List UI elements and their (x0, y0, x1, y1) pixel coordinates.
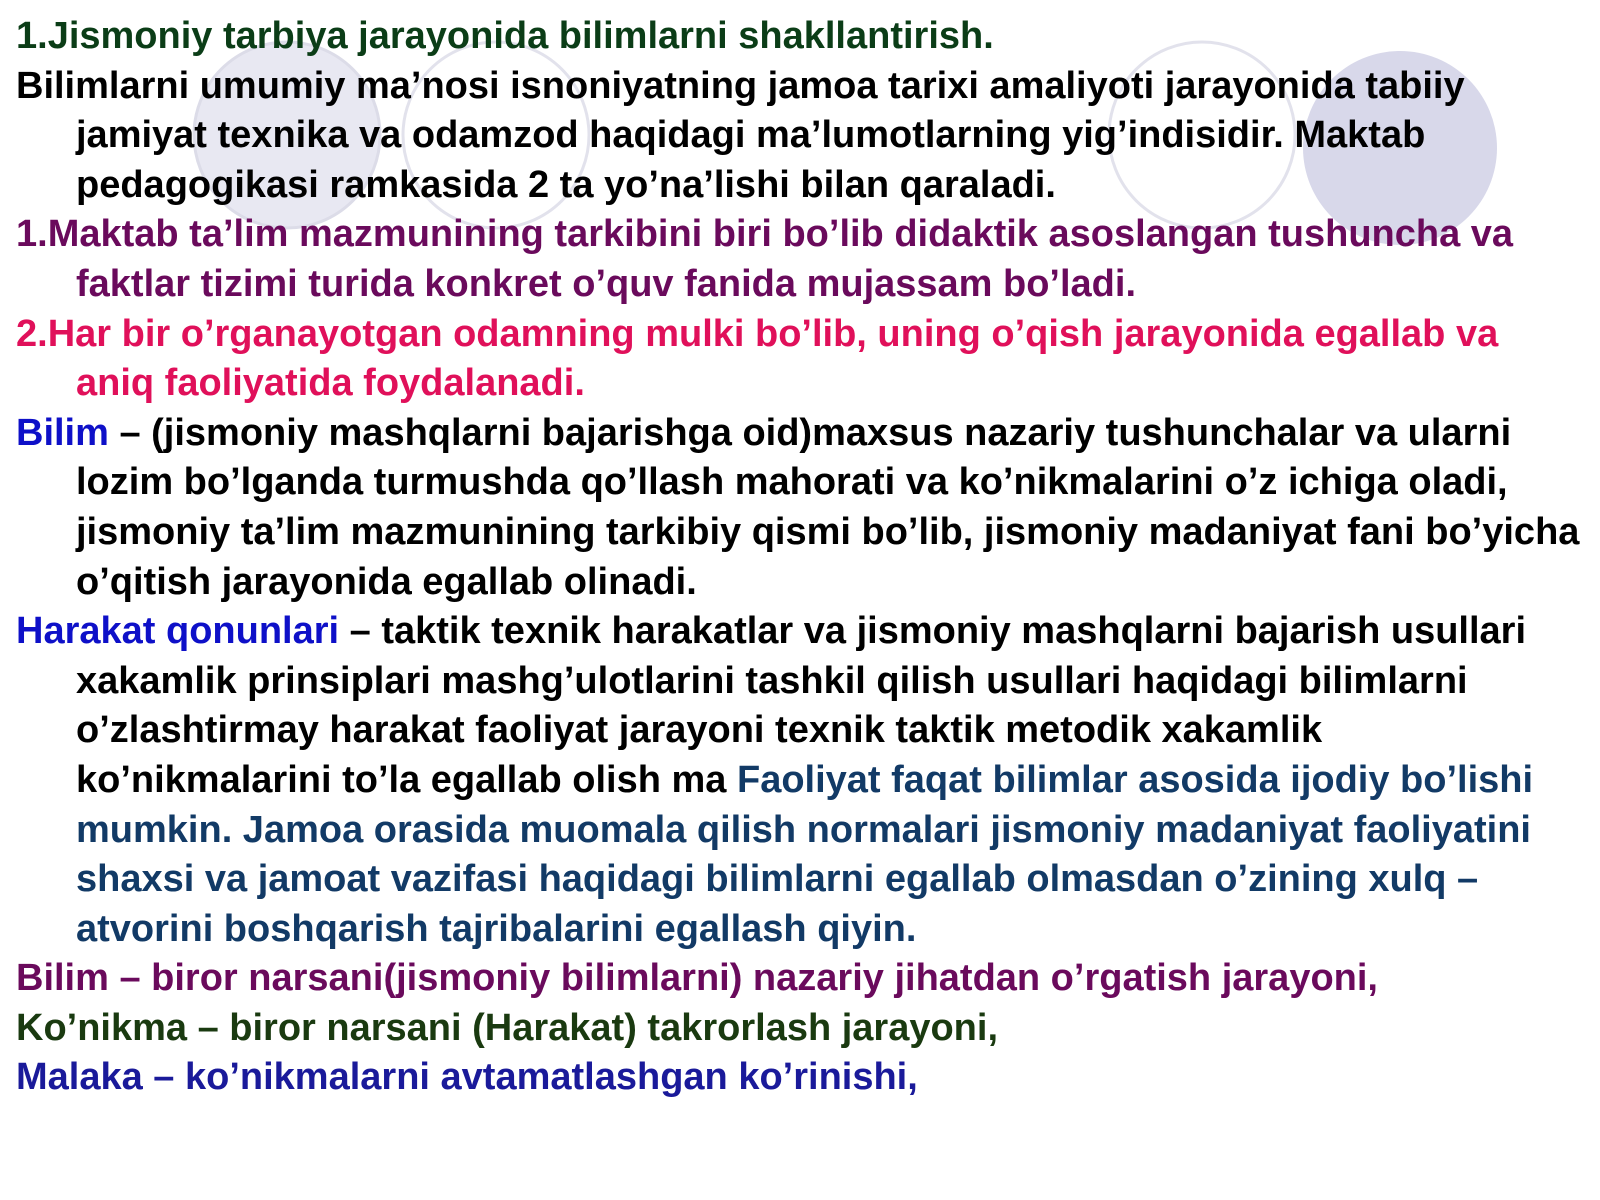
slide-content (16, 12, 1586, 1103)
list-item-2: 2.Har bir o’rganayotgan odamning mulki bo’lib, uning o’qish jarayonida egallab va aniq faoliyatida foydalanadi. (16, 312, 1499, 405)
definition-konikma: Ko’nikma – biror narsani (Harakat) takrorlash jarayoni, (16, 1006, 999, 1049)
harakat-paragraph (16, 607, 1586, 954)
bilim-paragraph (16, 409, 1586, 607)
harakat-tail: Faoliyat faqat bilimlar asosida ijodiy bo’lishi mumkin. Jamoa orasida muomala qilish normalari jismoniy madaniyat faoliyatini shaxsi va jamoat vazifasi haqidagi bilimlarni egallab olmasdan o’zining xulq – atvorini boshqarish tajribalarini egallash qiyin. (76, 758, 1534, 950)
intro-paragraph: Bilimlarni umumiy ma’nosi isnoniyatning jamoa tarixi amaliyoti jarayonida tabiiy jamiyat texnika va odamzod haqidagi ma’lumotlarning yig’indisidir. Maktab pedagogikasi ramkasida 2 ta yo’na’lishi bilan qaraladi. (16, 64, 1465, 206)
bilim-term: Bilim (16, 411, 109, 454)
slide-title: 1.Jismoniy tarbiya jarayonida bilimlarni shakllantirish. (16, 15, 994, 57)
list-item-1: 1.Maktab ta’lim mazmunining tarkibini biri bo’lib didaktik asoslangan tushuncha va faktlar tizimi turida konkret o’quv fanida mujassam bo’ladi. (16, 213, 1514, 305)
harakat-term: Harakat qonunlari (16, 610, 340, 653)
definition-bilim: Bilim – biror narsani(jismoniy bilimlarni) nazariy jihatdan o’rgatish jarayoni, (16, 957, 1378, 1000)
harakat-text: – taktik texnik harakatlar va jismoniy mashqlarni bajarish usullari xakamlik prinsiplari mashg’ulotlarini tashkil qilish usullari haqidagi bilimlarni o’zlashtirmay harakat faoliyat jarayoni texnik taktik metodik xakamlik ko’nikmalarini to’la egallab olish ma (76, 610, 1527, 801)
definition-malaka: Malaka – ko’nikmalarni avtamatlashgan ko’rinishi, (16, 1056, 918, 1099)
bilim-text: – (jismoniy mashqlarni bajarishga oid)maxsus nazariy tushunchalar va ularni lozim bo’lganda turmushda qo’llash mahorati va ko’nikmalarini o’z ichiga oladi, jismoniy ta’lim mazmunining tarkibiy qismi bo’lib, jismoniy madaniyat fani bo’yicha o’qitish jarayonida egallab olinadi. (76, 411, 1580, 603)
